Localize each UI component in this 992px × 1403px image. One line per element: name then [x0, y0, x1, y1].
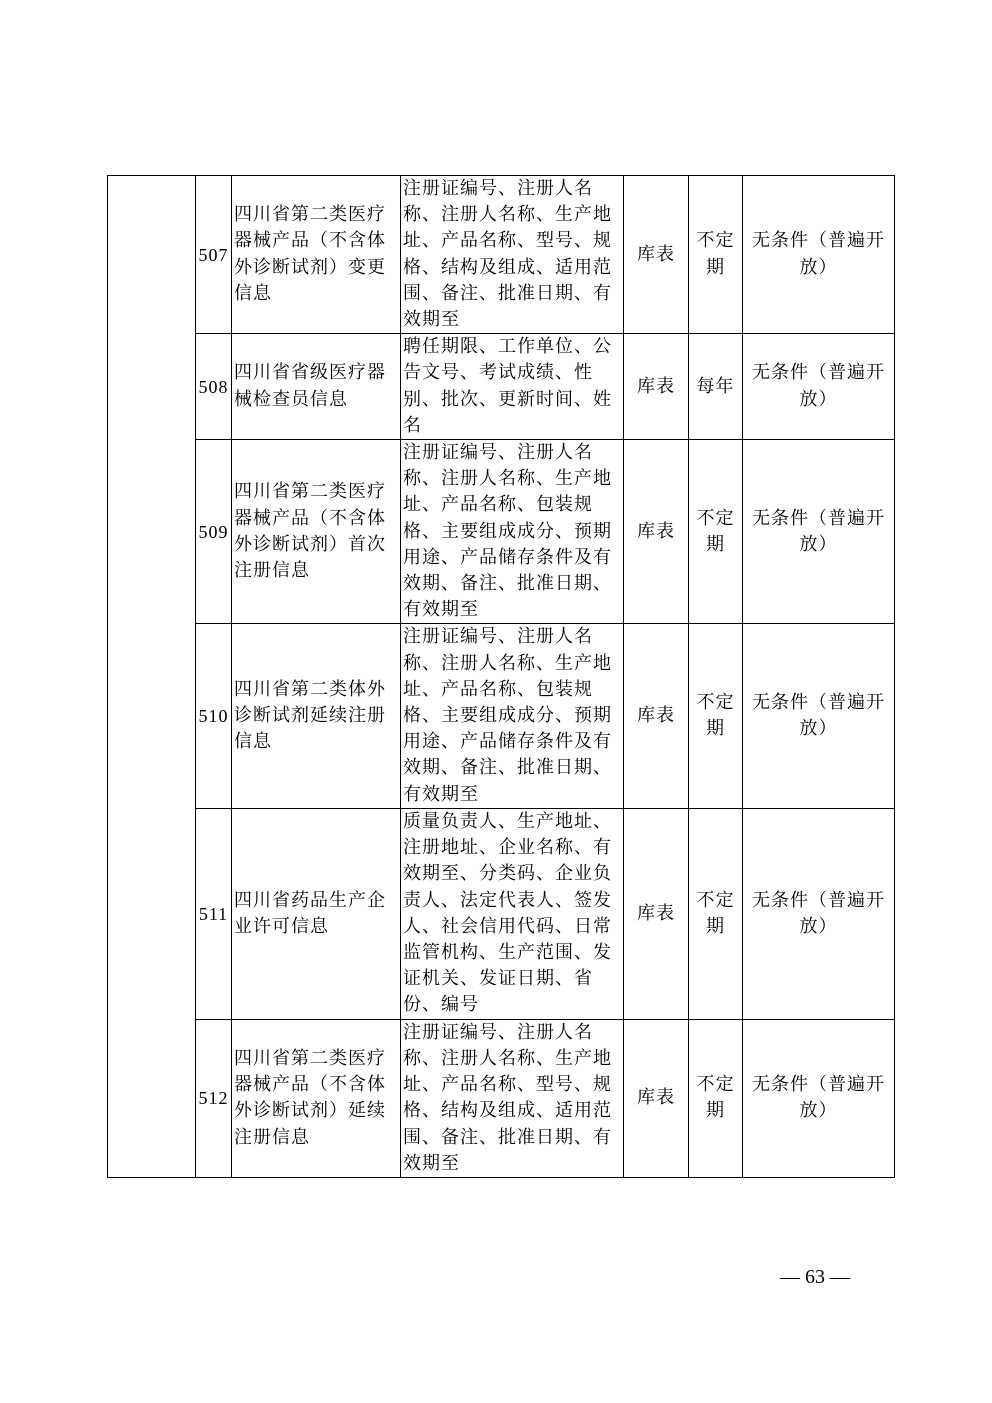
openness-condition: 无条件（普遍开放） [743, 1019, 895, 1177]
resource-name: 四川省第二类医疗器械产品（不含体外诊断试剂）变更信息 [232, 176, 401, 334]
data-catalog-table [107, 175, 895, 1178]
row-number: 509 [196, 440, 232, 624]
resource-format: 库表 [624, 1019, 689, 1177]
update-frequency: 不定期 [689, 808, 743, 1019]
page-number: — 63 — [780, 1266, 850, 1288]
update-frequency: 不定期 [689, 440, 743, 624]
openness-condition: 无条件（普遍开放） [743, 808, 895, 1019]
category-group-cell [108, 176, 196, 1178]
table-row [108, 1019, 895, 1177]
row-number: 512 [196, 1019, 232, 1177]
resource-format: 库表 [624, 624, 689, 808]
update-frequency: 不定期 [689, 624, 743, 808]
resource-fields: 注册证编号、注册人名称、注册人名称、生产地址、产品名称、包装规格、主要组成成分、预期用途、产品储存条件及有效期、备注、批准日期、有效期至 [401, 440, 624, 624]
resource-fields: 质量负责人、生产地址、注册地址、企业名称、有效期至、分类码、企业负责人、法定代表人、签发人、社会信用代码、日常监管机构、生产范围、发证机关、发证日期、省份、编号 [401, 808, 624, 1019]
resource-format: 库表 [624, 176, 689, 334]
openness-condition: 无条件（普遍开放） [743, 440, 895, 624]
table-row [108, 334, 895, 440]
resource-fields: 聘任期限、工作单位、公告文号、考试成绩、性别、批次、更新时间、姓名 [401, 334, 624, 440]
resource-name: 四川省药品生产企业许可信息 [232, 808, 401, 1019]
resource-format: 库表 [624, 334, 689, 440]
openness-condition: 无条件（普遍开放） [743, 624, 895, 808]
update-frequency: 不定期 [689, 176, 743, 334]
resource-fields: 注册证编号、注册人名称、注册人名称、生产地址、产品名称、包装规格、主要组成成分、预期用途、产品储存条件及有效期、备注、批准日期、有效期至 [401, 624, 624, 808]
resource-name: 四川省第二类医疗器械产品（不含体外诊断试剂）延续注册信息 [232, 1019, 401, 1177]
resource-fields: 注册证编号、注册人名称、注册人名称、生产地址、产品名称、型号、规格、结构及组成、适用范围、备注、批准日期、有效期至 [401, 1019, 624, 1177]
row-number: 511 [196, 808, 232, 1019]
resource-name: 四川省省级医疗器械检查员信息 [232, 334, 401, 440]
update-frequency: 每年 [689, 334, 743, 440]
update-frequency: 不定期 [689, 1019, 743, 1177]
resource-fields: 注册证编号、注册人名称、注册人名称、生产地址、产品名称、型号、规格、结构及组成、适用范围、备注、批准日期、有效期至 [401, 176, 624, 334]
row-number: 507 [196, 176, 232, 334]
table-row [108, 624, 895, 808]
resource-name: 四川省第二类体外诊断试剂延续注册信息 [232, 624, 401, 808]
resource-format: 库表 [624, 808, 689, 1019]
table-row [108, 808, 895, 1019]
row-number: 510 [196, 624, 232, 808]
resource-name: 四川省第二类医疗器械产品（不含体外诊断试剂）首次注册信息 [232, 440, 401, 624]
row-number: 508 [196, 334, 232, 440]
table-row [108, 176, 895, 334]
resource-format: 库表 [624, 440, 689, 624]
openness-condition: 无条件（普遍开放） [743, 176, 895, 334]
openness-condition: 无条件（普遍开放） [743, 334, 895, 440]
table-row [108, 440, 895, 624]
